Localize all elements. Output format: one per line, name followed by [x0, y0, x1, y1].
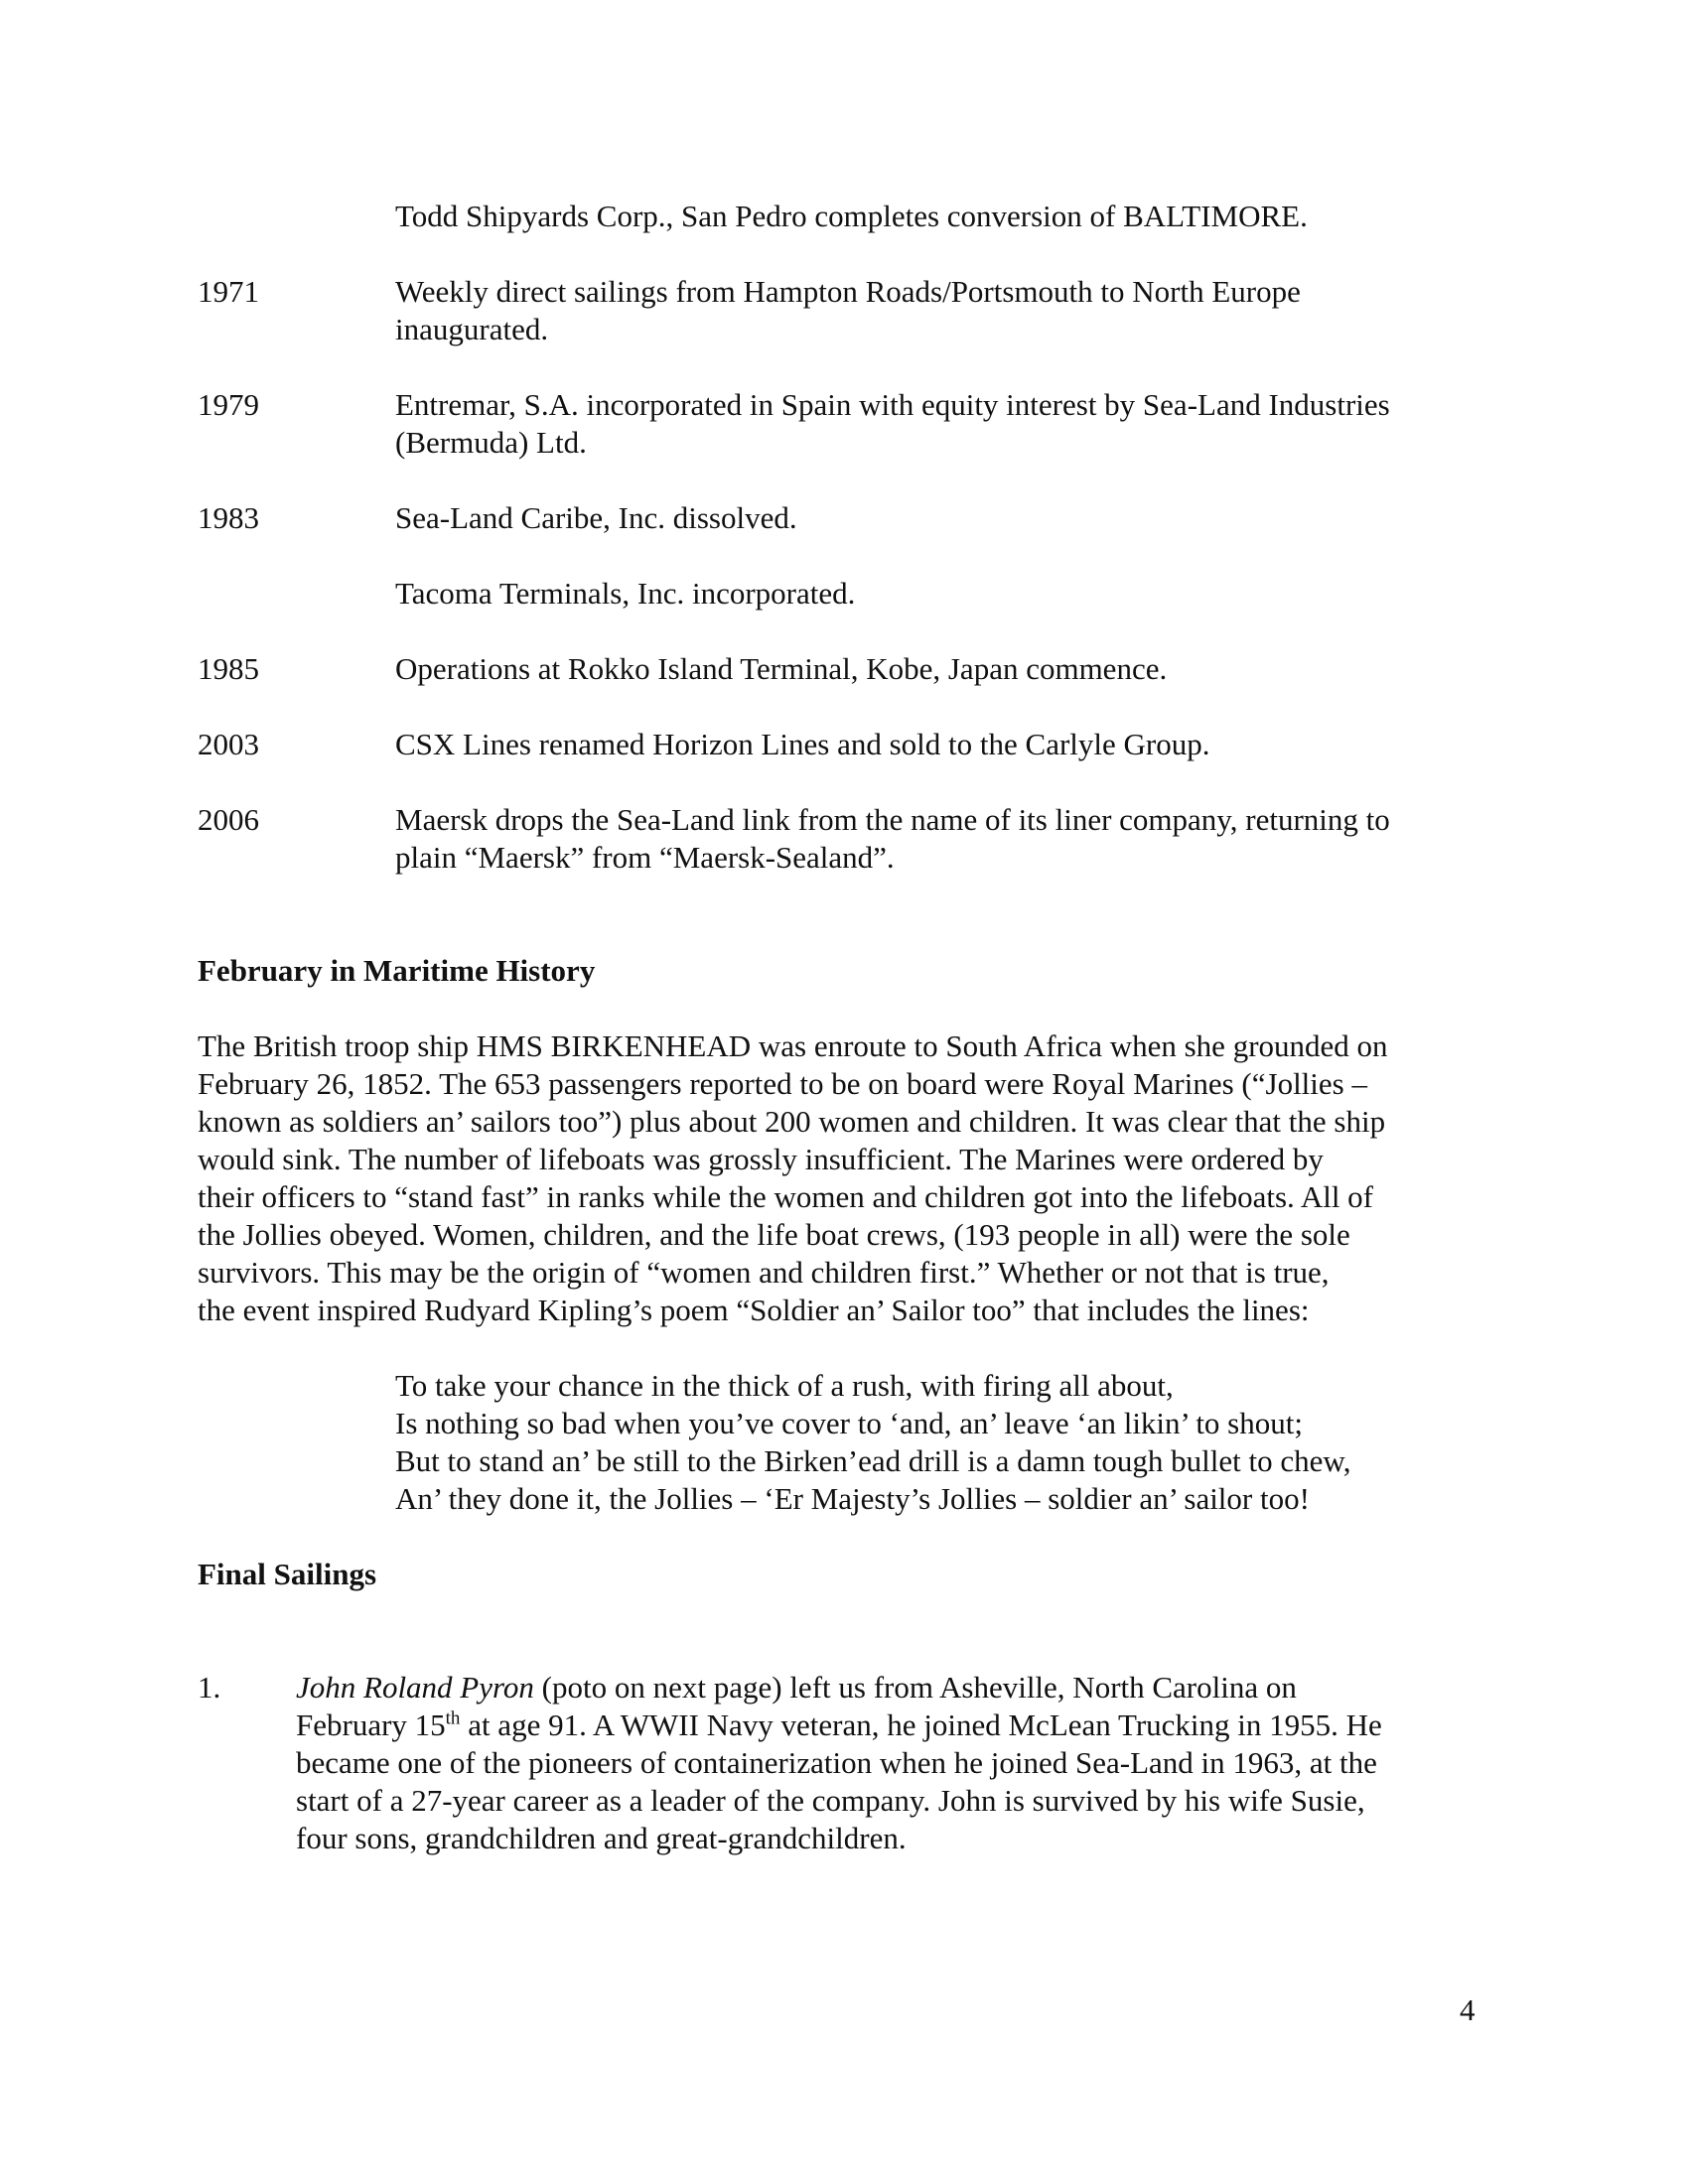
- verse-line: To take your chance in the thick of a rush, with firing all about,: [395, 1368, 1174, 1403]
- verse-line: Is nothing so bad when you’ve cover to ‘and, an’ leave ‘an likin’ to shout;: [395, 1406, 1303, 1440]
- timeline-entry-text: inaugurated.: [395, 312, 549, 346]
- timeline-entry-text: Sea-Land Caribe, Inc. dissolved.: [395, 500, 797, 535]
- paragraph-line: their officers to “stand fast” in ranks while the women and children got into the lifeboats. All of: [198, 1179, 1374, 1214]
- timeline-entry-text: (Bermuda) Ltd.: [395, 425, 587, 460]
- list-item-number: 1.: [198, 1670, 221, 1705]
- section-heading-final-sailings: Final Sailings: [198, 1557, 377, 1591]
- verse-line: An’ they done it, the Jollies – ‘Er Majesty’s Jollies – soldier an’ sailor too!: [395, 1481, 1310, 1516]
- timeline-year: 2003: [198, 727, 259, 761]
- section-heading-february: February in Maritime History: [198, 953, 596, 988]
- person-name: John Roland Pyron: [296, 1670, 534, 1705]
- paragraph-line: the Jollies obeyed. Women, children, and the life boat crews, (193 people in all) were the sole: [198, 1217, 1350, 1252]
- timeline-year: 1983: [198, 500, 259, 535]
- timeline-entry-text: Maersk drops the Sea-Land link from the name of its liner company, returning to: [395, 802, 1390, 837]
- obituary-line: [296, 1669, 1297, 1706]
- obituary-text: at age 91. A WWII Navy veteran, he joined McLean Trucking in 1955. He: [460, 1707, 1382, 1742]
- timeline-entry-text: CSX Lines renamed Horizon Lines and sold to the Carlyle Group.: [395, 727, 1210, 761]
- ordinal-suffix: th: [445, 1707, 461, 1729]
- timeline-entry-text: plain “Maersk” from “Maersk-Sealand”.: [395, 840, 895, 875]
- timeline-entry-text: Tacoma Terminals, Inc. incorporated.: [395, 576, 856, 611]
- paragraph-line: The British troop ship HMS BIRKENHEAD was enroute to South Africa when she grounded on: [198, 1028, 1388, 1063]
- timeline-year: 1979: [198, 387, 259, 422]
- obituary-line: start of a 27-year career as a leader of the company. John is survived by his wife Susie,: [296, 1783, 1365, 1818]
- paragraph-line: would sink. The number of lifeboats was grossly insufficient. The Marines were ordered by: [198, 1142, 1324, 1176]
- paragraph-line: survivors. This may be the origin of “women and children first.” Whether or not that is true,: [198, 1255, 1330, 1290]
- paragraph-line: February 26, 1852. The 653 passengers reported to be on board were Royal Marines (“Jollies –: [198, 1066, 1367, 1101]
- timeline-entry-text: Weekly direct sailings from Hampton Roads/Portsmouth to North Europe: [395, 274, 1301, 309]
- timeline-year: 2006: [198, 802, 259, 837]
- timeline-entry-text: Todd Shipyards Corp., San Pedro completes conversion of BALTIMORE.: [395, 199, 1308, 233]
- verse-line: But to stand an’ be still to the Birken’ead drill is a damn tough bullet to chew,: [395, 1443, 1351, 1478]
- obituary-line: [296, 1706, 1382, 1744]
- timeline-year: 1971: [198, 274, 259, 309]
- paragraph-line: the event inspired Rudyard Kipling’s poem “Soldier an’ Sailor too” that includes the lines:: [198, 1293, 1310, 1327]
- timeline-entry-text: Entremar, S.A. incorporated in Spain with equity interest by Sea-Land Industries: [395, 387, 1390, 422]
- timeline-entry-text: Operations at Rokko Island Terminal, Kobe, Japan commence.: [395, 651, 1168, 686]
- page-number: 4: [1460, 1992, 1476, 2027]
- paragraph-line: known as soldiers an’ sailors too”) plus about 200 women and children. It was clear that the ship: [198, 1104, 1386, 1139]
- obituary-line: became one of the pioneers of containerization when he joined Sea-Land in 1963, at the: [296, 1745, 1377, 1780]
- timeline-year: 1985: [198, 651, 259, 686]
- obituary-line: four sons, grandchildren and great-grandchildren.: [296, 1821, 907, 1855]
- obituary-text: (poto on next page) left us from Asheville, North Carolina on: [533, 1670, 1297, 1705]
- obituary-text: February 15: [296, 1707, 446, 1742]
